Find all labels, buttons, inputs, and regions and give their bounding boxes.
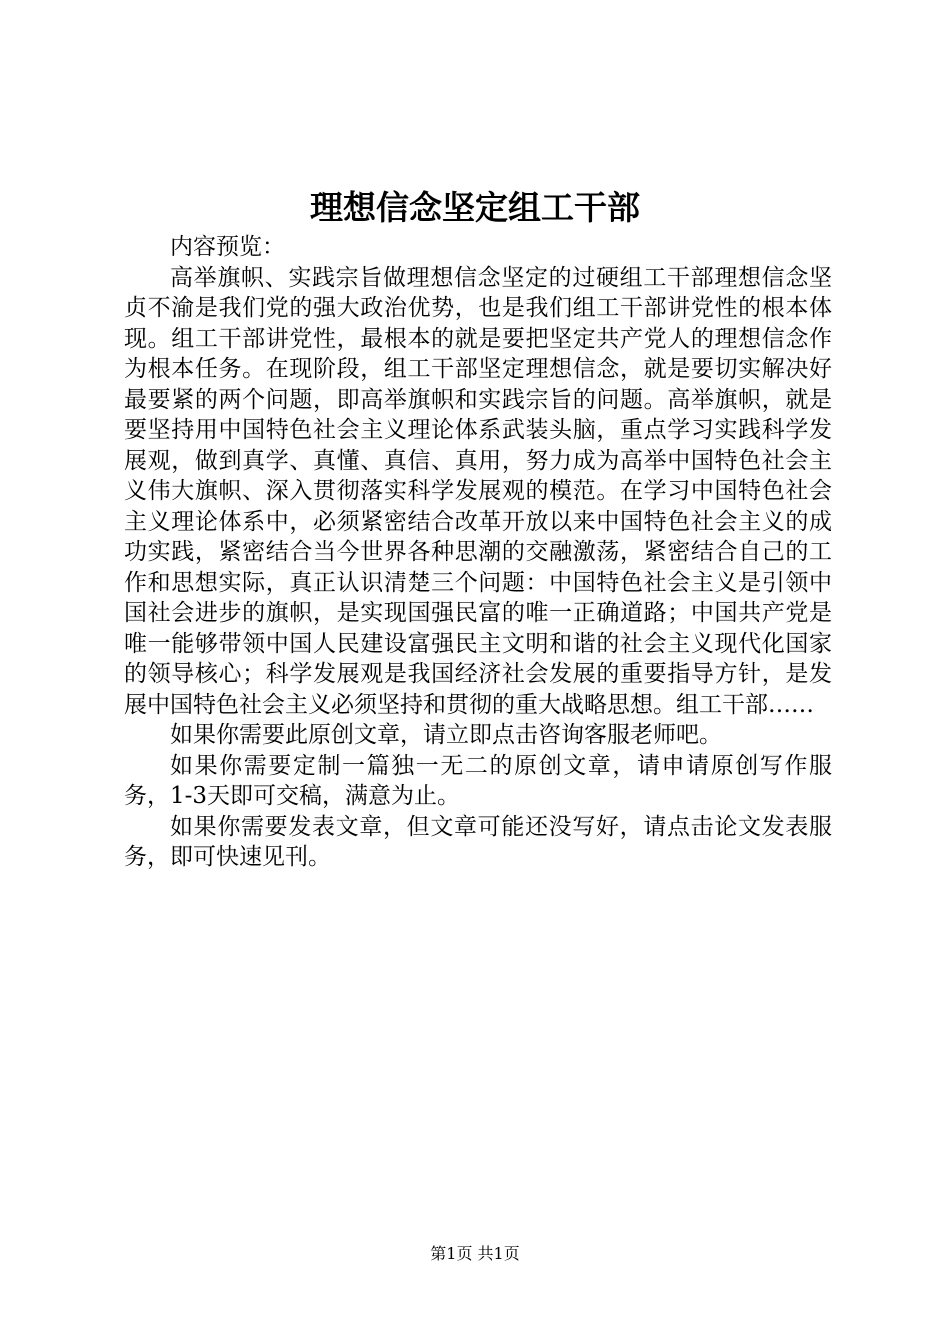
document-title: 理想信念坚定组工干部 — [310, 188, 640, 227]
notice-publishing: 如果你需要发表文章，但文章可能还没写好，请点击论文发表服务，即可快速见刊。 — [124, 813, 832, 870]
notice-custom-writing: 如果你需要定制一篇独一无二的原创文章，请申请原创写作服务，1-3天即可交稿，满意为止。 — [124, 752, 832, 809]
document-body — [124, 232, 832, 873]
page-footer: 第1页 共1页 — [430, 1244, 520, 1263]
notice-purchase: 如果你需要此原创文章，请立即点击咨询客服老师吧。 — [170, 722, 722, 748]
preview-label: 内容预览： — [170, 234, 285, 260]
body-paragraph: 高举旗帜、实践宗旨做理想信念坚定的过硬组工干部理想信念坚贞不渝是我们党的强大政治优势，也是我们组工干部讲党性的根本体现。组工干部讲党性，最根本的就是要把坚定共产党人的理想信念作为根本任务。在现阶段，组工干部坚定理想信念，就是要切实解决好最要紧的两个问题，即高举旗帜和实践宗旨的问题。高举旗帜，就是要坚持用中国特色社会主义理论体系武装头脑，重点学习实践科学发展观，做到真学、真懂、真信、真用，努力成为高举中国特色社会主义伟大旗帜、深入贯彻落实科学发展观的模范。在学习中国特色社会主义理论体系中，必须紧密结合改革开放以来中国特色社会主义的成功实践，紧密结合当今世界各种思潮的交融激荡，紧密结合自己的工作和思想实际，真正认识清楚三个问题：中国特色社会主义是引领中国社会进步的旗帜，是实现国强民富的唯一正确道路；中国共产党是唯一能够带领中国人民建设富强民主文明和谐的社会主义现代化国家的领导核心；科学发展观是我国经济社会发展的重要指导方针，是发展中国特色社会主义必须坚持和贯彻的重大战略思想。组工干部…… — [124, 264, 832, 718]
